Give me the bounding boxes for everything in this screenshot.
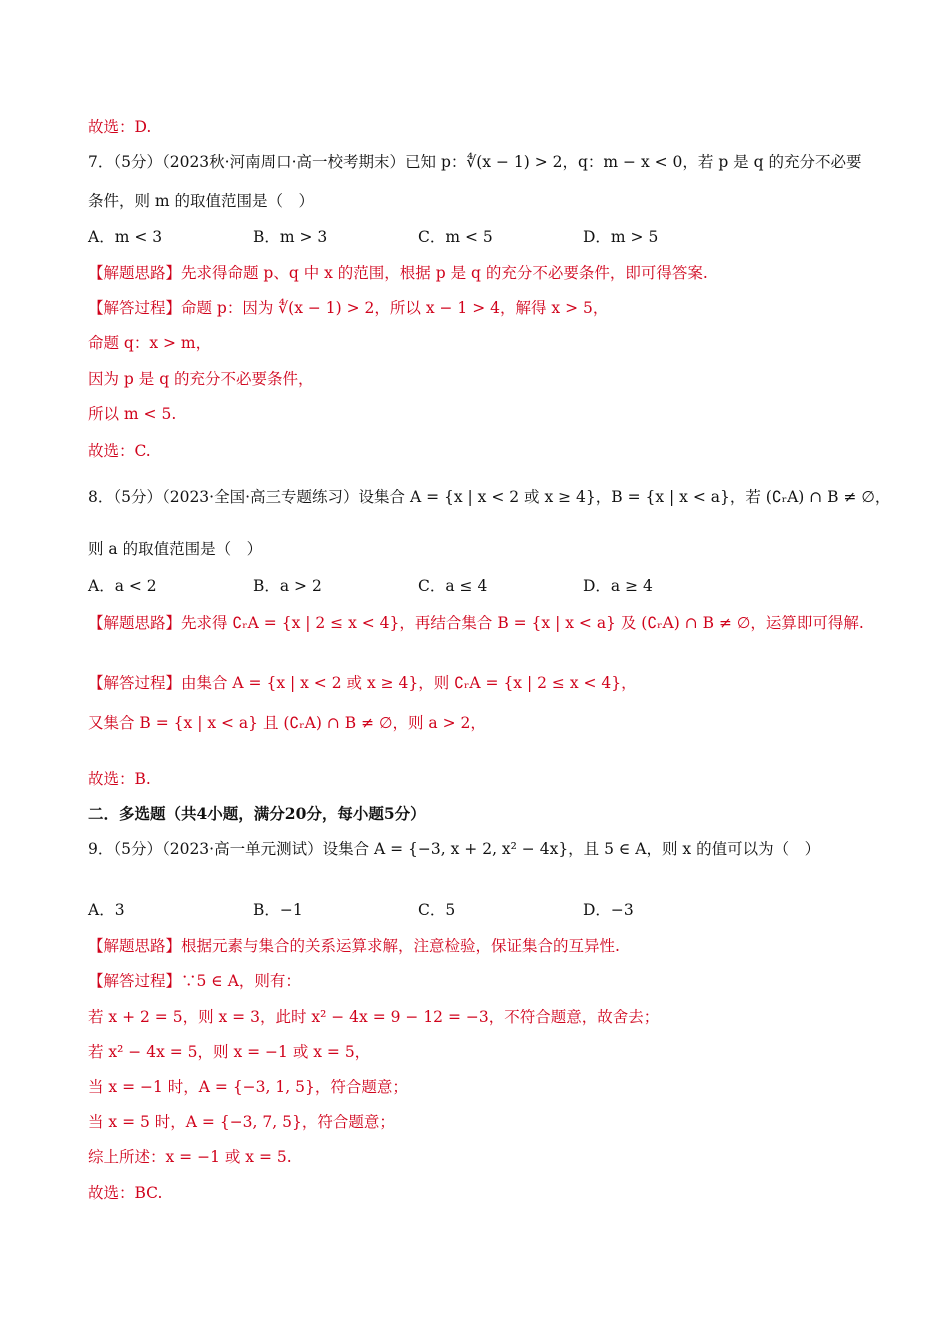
text-line-l16: 二．多选题（共4小题，满分20分，每小题5分） <box>88 804 426 823</box>
text-line-l02: 7．（5分）（2023秋·河南周口·高一校考期末）已知 p：∜(x − 1) > 2，q：m − x < 0，若 p 是 q 的充分不必要 <box>88 153 862 171</box>
option-q8-0: A．a < 2 <box>88 577 157 595</box>
text-line-l09: 故选：C. <box>88 442 151 460</box>
text-line-l22: 当 x = −1 时，A = {−3, 1, 5}，符合题意； <box>88 1078 408 1096</box>
text-line-l01: 故选：D. <box>88 118 152 136</box>
text-line-l20: 若 x + 2 = 5，则 x = 3，此时 x² − 4x = 9 − 12 = −3，不符合题意，故舍去； <box>88 1008 660 1026</box>
option-q9-1: B．−1 <box>253 901 303 919</box>
text-line-l14: 又集合 B = {x | x < a} 且 (∁ᵣA) ∩ B ≠ ∅，则 a > 2， <box>88 714 486 732</box>
option-q7-3: D．m > 5 <box>583 228 659 246</box>
text-line-l10: 8．（5分）（2023·全国·高三专题练习）设集合 A = {x | x < 2 或 x ≥ 4}，B = {x | x < a}，若 (∁ᵣA) ∩ B ≠ ∅， <box>88 488 891 506</box>
text-line-l07: 因为 p 是 q 的充分不必要条件， <box>88 370 314 388</box>
option-q8-1: B．a > 2 <box>253 577 322 595</box>
text-line-l04: 【解题思路】先求得命题 p、q 中 x 的范围，根据 p 是 q 的充分不必要条件，即可得答案. <box>88 264 708 282</box>
option-q9-0: A．3 <box>88 901 125 919</box>
option-q7-2: C．m < 5 <box>418 228 493 246</box>
option-q9-2: C．5 <box>418 901 456 919</box>
text-line-l11: 则 a 的取值范围是（ ） <box>88 540 263 558</box>
text-line-l08: 所以 m < 5. <box>88 405 177 423</box>
option-q9-3: D．−3 <box>583 901 634 919</box>
text-line-l25: 故选：BC. <box>88 1184 163 1202</box>
option-q7-0: A．m < 3 <box>88 228 163 246</box>
option-q8-3: D．a ≥ 4 <box>583 577 653 595</box>
text-line-l13: 【解答过程】由集合 A = {x | x < 2 或 x ≥ 4}，则 ∁ᵣA = {x | 2 ≤ x < 4}， <box>88 674 637 692</box>
text-line-l19: 【解答过程】∵5 ∈ A，则有： <box>88 972 301 990</box>
text-line-l21: 若 x² − 4x = 5，则 x = −1 或 x = 5， <box>88 1043 371 1061</box>
text-line-l23: 当 x = 5 时，A = {−3, 7, 5}，符合题意； <box>88 1113 395 1131</box>
text-line-l15: 故选：B. <box>88 770 151 788</box>
option-q7-1: B．m > 3 <box>253 228 328 246</box>
text-line-l17: 9．（5分）（2023·高一单元测试）设集合 A = {−3, x + 2, x² − 4x}，且 5 ∈ A，则 x 的值可以为（ ） <box>88 840 821 858</box>
text-line-l05: 【解答过程】命题 p：因为 ∜(x − 1) > 2，所以 x − 1 > 4，解得 x > 5， <box>88 299 609 317</box>
text-line-l24: 综上所述：x = −1 或 x = 5. <box>88 1148 292 1166</box>
option-q8-2: C．a ≤ 4 <box>418 577 488 595</box>
text-line-l06: 命题 q：x > m， <box>88 334 212 352</box>
text-line-l18: 【解题思路】根据元素与集合的关系运算求解，注意检验，保证集合的互异性. <box>88 937 620 955</box>
text-line-l03: 条件，则 m 的取值范围是（ ） <box>88 192 315 210</box>
text-line-l12: 【解题思路】先求得 ∁ᵣA = {x | 2 ≤ x < 4}，再结合集合 B = {x | x < a} 及 (∁ᵣA) ∩ B ≠ ∅，运算即可得解. <box>88 614 864 632</box>
